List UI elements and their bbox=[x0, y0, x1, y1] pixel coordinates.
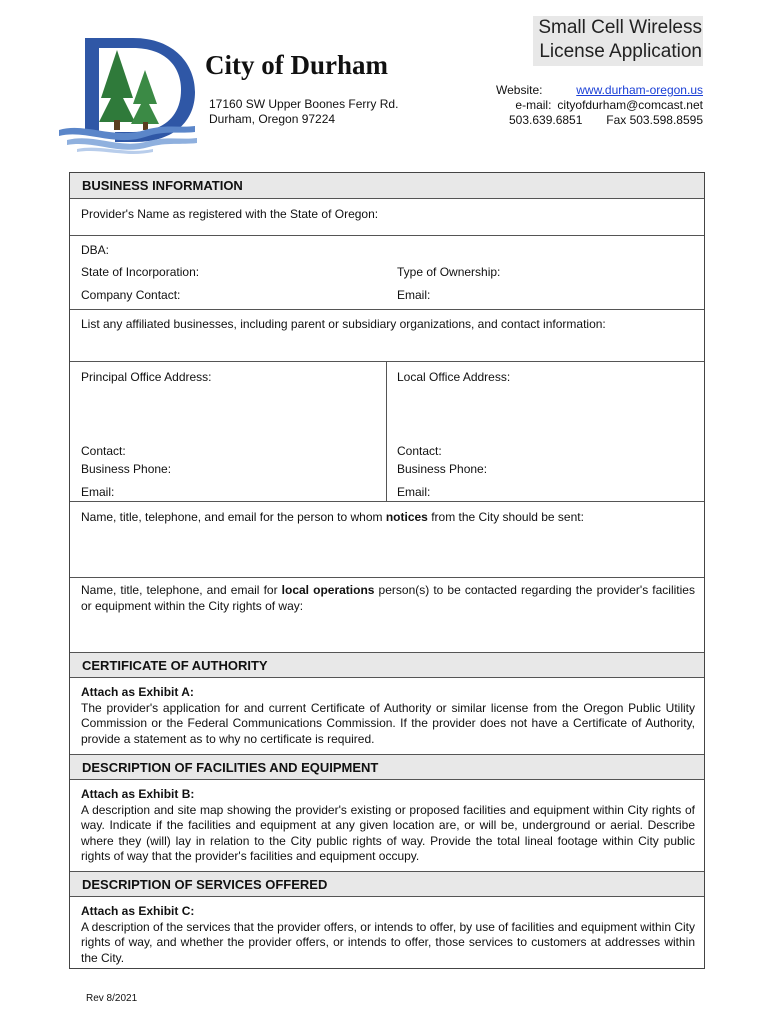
certificate-text: Attach as Exhibit A: The provider's application for and current Certificate of Authority or similar license from the Oregon Public Utility Commission or the Federal Communications Commission. If the provider does not have a Certificate of Authority, provide a statement as to why no certificate is required. bbox=[81, 685, 695, 746]
form-title-line-1: Small Cell Wireless bbox=[538, 17, 702, 38]
notices-contact-label: Name, title, telephone, and email for the person to whom notices from the City should be sent: bbox=[81, 510, 584, 524]
website-label: Website: bbox=[496, 83, 543, 97]
principal-contact-label: Contact: bbox=[81, 444, 126, 458]
email-label: e-mail: bbox=[515, 98, 552, 112]
ownership-type-label: Type of Ownership: bbox=[397, 265, 501, 279]
company-contact-label: Company Contact: bbox=[81, 288, 181, 302]
affiliated-businesses-label: List any affiliated businesses, including parent or subsidiary organizations, and contact information: bbox=[81, 317, 606, 331]
city-name: City of Durham bbox=[205, 50, 388, 80]
section-heading-certificate: CERTIFICATE OF AUTHORITY bbox=[70, 652, 704, 678]
exhibit-c-label: Attach as Exhibit C: bbox=[81, 904, 195, 918]
principal-phone-label: Business Phone: bbox=[81, 462, 172, 476]
principal-office-label: Principal Office Address: bbox=[81, 370, 212, 384]
section-heading-services: DESCRIPTION OF SERVICES OFFERED bbox=[70, 871, 704, 897]
local-contact-label: Contact: bbox=[397, 444, 442, 458]
provider-name-label: Provider's Name as registered with the State of Oregon: bbox=[81, 207, 379, 221]
city-contact-info bbox=[496, 83, 703, 128]
fax-number: Fax 503.598.8595 bbox=[606, 113, 703, 127]
exhibit-a-label: Attach as Exhibit A: bbox=[81, 685, 194, 699]
local-office-label: Local Office Address: bbox=[397, 370, 511, 384]
local-email-label: Email: bbox=[397, 485, 431, 499]
address-line-2: Durham, Oregon 97224 bbox=[209, 112, 336, 126]
principal-email-label: Email: bbox=[81, 485, 115, 499]
revision-date: Rev 8/2021 bbox=[86, 993, 138, 1004]
state-incorporation-label: State of Incorporation: bbox=[81, 265, 200, 279]
form-title bbox=[533, 16, 703, 66]
form-title-line-2: License Application bbox=[539, 41, 702, 62]
website-link[interactable]: www.durham-oregon.us bbox=[576, 83, 703, 97]
company-email-label: Email: bbox=[397, 288, 431, 302]
exhibit-b-label: Attach as Exhibit B: bbox=[81, 787, 195, 801]
section-heading-facilities: DESCRIPTION OF FACILITIES AND EQUIPMENT bbox=[70, 754, 704, 780]
dba-label: DBA: bbox=[81, 243, 110, 257]
services-text: Attach as Exhibit C: A description of the services that the provider offers, or intends to offer, by use of facilities and equipment within City rights of way, and whether the provider offers, or intends to offer, those services to customers at addresses within the City. bbox=[81, 904, 695, 965]
local-phone-label: Business Phone: bbox=[397, 462, 488, 476]
facilities-text: Attach as Exhibit B: A description and site map showing the provider's existing or proposed facilities and equipment within City rights of way. Indicate if the facilities and equipment at any given location are, or will be, underground or aerial. Describe where they (will) lay in relation to the City public rights of way. Provide the total lineal footage within City public rights of way that the provider's facilities and equipment occupy. bbox=[81, 787, 695, 863]
address-line-1: 17160 SW Upper Boones Ferry Rd. bbox=[209, 97, 399, 111]
email-value: cityofdurham@comcast.net bbox=[557, 98, 703, 112]
durham-d-logo-icon bbox=[55, 30, 200, 155]
local-operations-contact-label: Name, title, telephone, and email for local operations person(s) to be contacted regarding the provider's facilities or equipment within the City rights of way: bbox=[81, 583, 695, 613]
application-form bbox=[69, 172, 705, 969]
section-heading-business: BUSINESS INFORMATION bbox=[70, 173, 704, 199]
phone-number: 503.639.6851 bbox=[509, 113, 583, 127]
